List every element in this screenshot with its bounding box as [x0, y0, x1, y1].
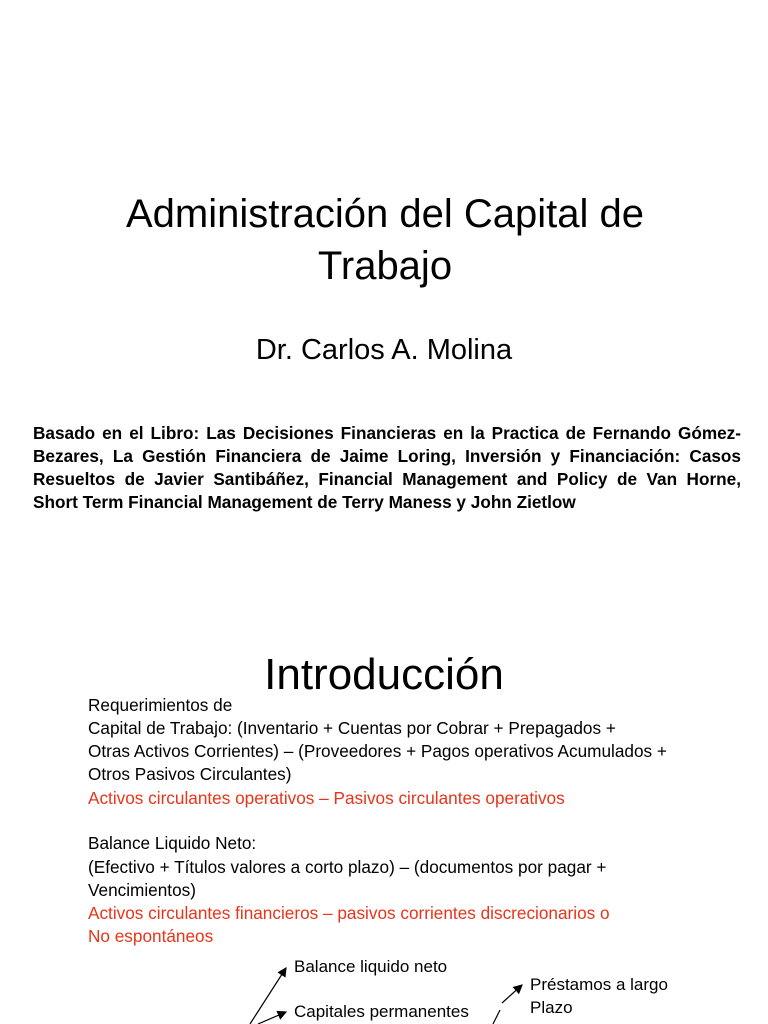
req-line-2: Capital de Trabajo: (Inventario + Cuentas por Cobrar + Prepagados + [88, 718, 616, 738]
slide-title-line-1: Administración del Capital de [125, 192, 645, 236]
bln-line-2: (Efectivo + Títulos valores a corto plazo) – (documentos por pagar + [88, 857, 607, 877]
bln-line-3: Vencimientos) [88, 880, 196, 900]
req-line-3: Otras Activos Corrientes) – (Proveedores + Pagos operativos Acumulados + [88, 741, 667, 761]
req-line-4: Otros Pasivos Circulantes) [88, 764, 292, 784]
diagram-prestamos-label-1: Préstamos a largo [530, 975, 668, 994]
req-line-1: Requerimientos de [88, 695, 233, 715]
intro-title: Introducción [264, 650, 504, 699]
diagram-prestamos-label-2: Plazo [530, 998, 573, 1017]
arrow-to-prestamos [502, 985, 522, 1003]
author-name: Dr. Carlos A. Molina [255, 334, 513, 366]
based-on-paragraph: Basado en el Libro: Las Decisiones Financieras en la Practica de Fernando Gómez-Bezares, La Gestión Financiera de Jaime Loring, Inversión y Financiación: Casos Resueltos de Javier Santibáñez, Financial Management and Policy de Van Horne, Short Term Financial Management de Terry Maness y John Zietlow [33, 423, 741, 512]
slide-title-line-2: Trabajo [317, 244, 453, 288]
arrow-to-capitales [258, 1012, 286, 1024]
diagram-capitales-label: Capitales permanentes [294, 1002, 469, 1021]
bln-red-line-2: No espontáneos [88, 926, 214, 946]
diagram-balance-label: Balance liquido neto [294, 957, 448, 976]
bln-red-line-1: Activos circulantes financieros – pasivos corrientes discrecionarios o [88, 903, 610, 923]
req-red-line: Activos circulantes operativos – Pasivos circulantes operativos [88, 788, 565, 808]
bln-line-1: Balance Liquido Neto: [88, 833, 257, 853]
arrow-to-balance [250, 968, 286, 1024]
arrow-down-right [493, 1010, 500, 1024]
